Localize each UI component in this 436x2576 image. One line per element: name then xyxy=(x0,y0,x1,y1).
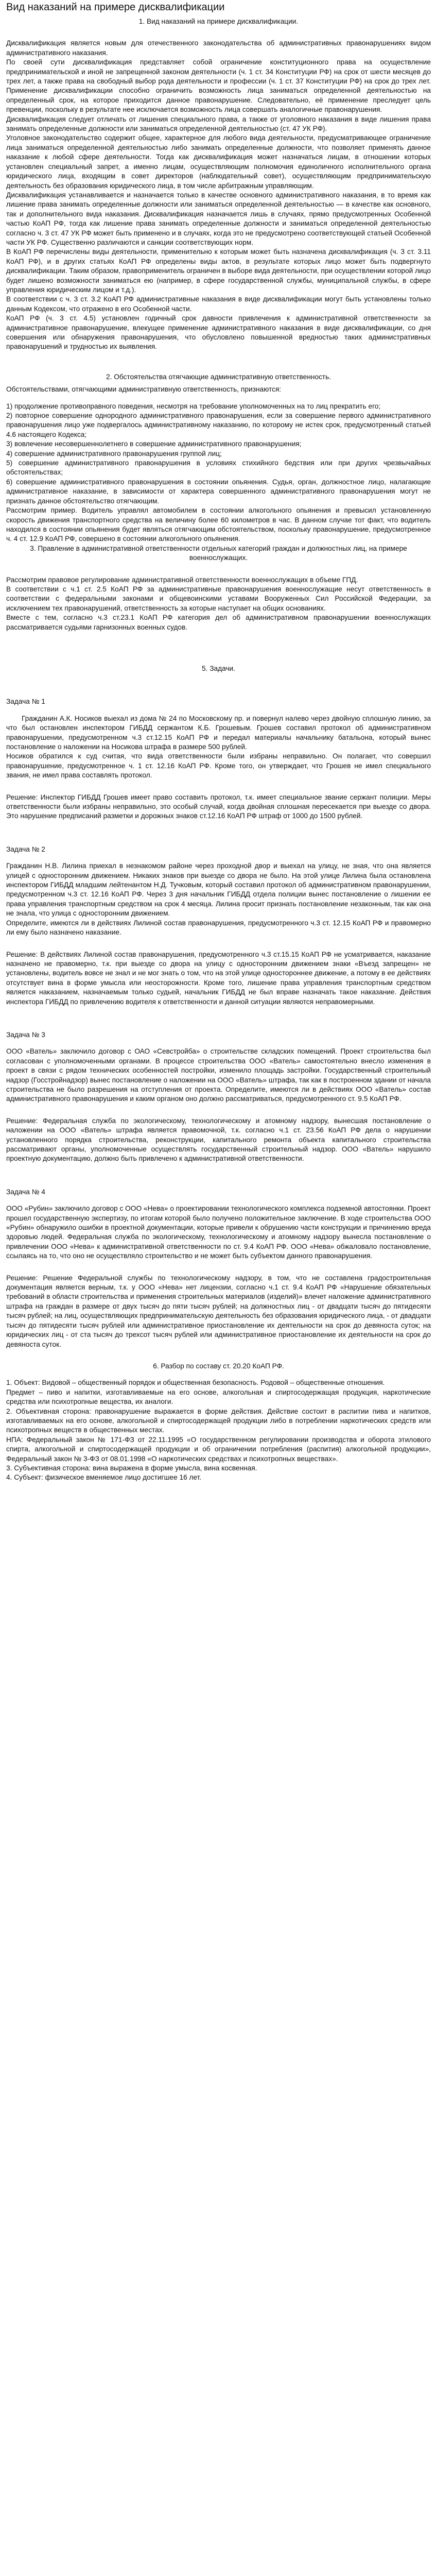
paragraph: Решение: Федеральная служба по экологическому, технологическому и атомному надзору, вынесшая постановление о наложении на ООО «Ватель» штрафа является правомочной, т.к. согласно ч.1 ст. 23.56 КоАП РФ дела о нарушении установленного порядка строительства, реконструкции, капитального ремонта объекта капитального строительства рассматривают органы, уполномоченные осуществлять государственный строительный надзор. ООО «Ватель» нарушило проектную документацию, должно быть привлечено к административной ответственности. xyxy=(6,1116,431,1163)
paragraph: Обстоятельствами, отягчающими административную ответственность, признаются: xyxy=(6,385,282,394)
paragraph: Определите, имеются ли в действиях Лилиной состав правонарушения, предусмотренного ч.3 ст. 12.15 КоАП РФ и правомерно ли ему было назначено наказание. xyxy=(6,919,431,937)
paragraph: Дисквалификация следует отличать от лишения специального права, а также от уголовного наказания в виде лишения права занимать определенные должности или заниматься определенной деятельностью (ст. 47 УК РФ). xyxy=(6,115,431,133)
paragraph: В КоАП РФ перечислены виды деятельности, применительно к которым может быть назначена дисквалификация (ч. 3 ст. 3.11 КоАП РФ), и в других статьях КоАП РФ определены виды актов, в результате которых лицо может быть подвергнуто дисквалификации. Таким образом, правоприменитель ограничен в выборе вида деятельности, при осуществлении которой лицо будет лишено возможности заниматься ею (например, в сфере государственной службы, муниципальной службы, в сфере управления юридическим лицом и т.д.). xyxy=(6,248,431,294)
paragraph: Носиков обратился к суд считая, что вида ответственности были избраны неправильно. Он полагает, что совершил правонарушение, предусмотренное ч. 1 ст. 12.16 КоАП РФ. Кроме того, он утверждает, что Грошев не имел специального звания, не имел права составлять протокол. xyxy=(6,752,431,779)
paragraph: Решение: Инспектор ГИБДД Грошев имеет право составить протокол, т.к. имеет специальное звание сержант полиции. Меры ответственности были избраны неправильно, это особый случай, когда двойная сплошная пересекается при выезде со двора. Это нарушение предписаний разметки и дорожных знаков ст.12.16 КоАП РФ штраф от 1000 до 1500 рублей. xyxy=(6,793,431,820)
task-heading: Задача № 3 xyxy=(6,1030,45,1039)
paragraph: НПА: Федеральный закон № 171-ФЗ от 22.11.1995 «О государственном регулировании производства и оборота этилового спирта, алкогольной и спиртосодержащей продукции и об ограничении потребления (распития) алкогольной продукции», Федеральный закон № 3-ФЗ от 08.01.1998 «О наркотических средствах и психотропных веществах». xyxy=(6,1435,431,1463)
paragraph: 2. Объективная сторона: правонарушение выражается в форме действия. Действие состоит в распитии пива и напитков, изготавливаемых на его основе, алкогольной и спиртосодержащей продукции либо в потреблении наркотических средств или психотропных веществ в общественных местах. xyxy=(6,1407,431,1434)
task-heading: Задача № 4 xyxy=(6,1188,45,1196)
paragraph: Уголовное законодательство содержит общее, характерное для любого вида деятельности, предусматривающее ограничение лица заниматься определенной деятельностью либо занимать определенные должности, что позволяет применять данное наказание к любой сфере деятельности. Тогда как дисквалификация может назначаться лицам, в отношении которых установлен специальный запрет, а именно лицам, осуществляющим полномочия единоличного исполнительного органа юридического лица, входящим в совет директоров (наблюдательный совет), осуществляющим предпринимательскую деятельность без образования юридического лица, в том числе арбитражным управляющим. xyxy=(6,134,431,190)
paragraph: Вместе с тем, согласно ч.3 ст.23.1 КоАП РФ категория дел об административном правонарушении военнослужащих рассматривается судьями гарнизонных военных судов. xyxy=(6,614,431,631)
section-heading: 3. Правление в административной ответственности отдельных категорий граждан и должностных лиц, на примере военнослужащих. xyxy=(30,544,407,562)
page-title: Вид наказаний на примере дисквалификации xyxy=(6,2,225,13)
paragraph: Предмет – пиво и напитки, изготавливаемые на его основе, алкогольная и спиртосодержащая продукция, наркотические средства или психотропные вещества, их аналоги. xyxy=(6,1388,431,1406)
paragraph: Гражданин А.К. Носиков выехал из дома № 24 по Московскому пр. и повернул налево через двойную сплошную линию, за что был остановлен инспектором ГИБДД сержантом К.Б. Грошевым. Грошев составил протокол об административном правонарушении, предусмотренном ч.3 ст.12.15 КоАП РФ и передал материалы начальнику батальона, который вынес постановление о наложении на Носикова штрафа в размере 500 рублей. xyxy=(6,714,431,751)
list-item: 5) совершение административного правонарушения в условиях стихийного бедствия или при других чрезвычайных обстоятельствах; xyxy=(6,459,431,477)
list-item: 6) совершение административного правонарушения в состоянии опьянения. Судья, орган, должностное лицо, налагающие административное наказание, в зависимости от характера совершенного административного правонарушения могут не признать данное обстоятельство отягчающим. xyxy=(6,478,431,505)
paragraph: В соответствии с ч.1 ст. 2.5 КоАП РФ за административные правонарушения военнослужащие несут ответственность в соответствии с федеральными законами и общевоинскими уставами Вооруженных Сил Российской Федерации, за исключением тех правонарушений, ответственность за которые наступает на общих основаниях. xyxy=(6,585,431,612)
paragraph: Гражданин Н.В. Лилина приехал в незнакомом районе через проходной двор и выехал на улицу, не зная, что она является улицей с односторонним движением. Никаких знаков при выезде со двора не было. На этой улице Лилина была остановлена инспектором ГИБДД младшим лейтенантом Н.Д. Тучковым, который составил протокол об административном правонарушении, предусмотренном ч.3 ст. 12.16 КоАП РФ. Через 3 дня начальник ГИБДД отдела полиции вынес постановление о лишении ее права управления транспортным средством на срок 4 месяца. Лилина просит признать постановление незаконным, так как она не знала, что улица с односторонним движением. xyxy=(6,862,431,918)
task-heading: Задача № 1 xyxy=(6,698,45,706)
paragraph: Рассмотрим пример. Водитель управлял автомобилем в состоянии алкогольного опьянения и превысил установленную скорость движения транспортного средства на величину более 60 километров в час. В данном случае тот факт, что водитель находился в состоянии опьянения будет являться отягчающим обстоятельством, поскольку правонарушение, предусмотренное ч. 4 ст. 12.9 КоАП РФ, совершено в состоянии алкогольного опьянения. xyxy=(6,506,431,543)
section-heading: 2. Обстоятельства отягчающие административную ответственность. xyxy=(106,372,332,381)
paragraph: 3. Субъективная сторона: вина выражена в форме умысла, вина косвенная. xyxy=(6,1464,257,1472)
list-item: 4) совершение административного правонарушения группой лиц; xyxy=(6,449,222,457)
paragraph: В соответствии с ч. 3 ст. 3.2 КоАП РФ административные наказания в виде дисквалификации могут быть установлены только данным Кодексом, что отражено в его Особенной части. xyxy=(6,295,431,313)
paragraph: КоАП РФ (ч. 3 ст. 4.5) установлен годичный срок давности привлечения к административной ответственности за административное правонарушение, влекущее применение административного наказания в виде дисквалификации, со дня совершения или обнаружения правонарушения, что обусловлено повышенной вредностью таких административных правонарушений и трудностью их выявления. xyxy=(6,314,431,351)
list-item: 1) продолжение противоправного поведения, несмотря на требование уполномоченных на то лиц прекратить его; xyxy=(6,402,381,410)
section-heading: 6. Разбор по составу ст. 20.20 КоАП РФ. xyxy=(153,1362,284,1370)
paragraph: 4. Субъект: физическое вменяемое лицо достигшее 16 лет. xyxy=(6,1473,202,1482)
list-item: 3) вовлечение несовершеннолетнего в совершение административного правонарушения; xyxy=(6,440,302,448)
paragraph: ООО «Рубин» заключило договор с ООО «Нева» о проектировании технологического комплекса подземной автостоянки. Проект прошел государственную экспертизу, по итогам которой было получено положительное заключение. В ходе строительства ООО «Рубин» обнаружило ошибки в проектной документации, которые привели к обрушению части конструкции и причинению вреда здоровью людей. Федеральная служба по экологическому, технологическому и атомному надзору вынесла постановление о привлечении ООО «Нева» к административной ответственности по ст. 9.4 КоАП РФ. ООО «Нева» обжаловало постановление, ссылаясь на то, что оно не осуществляло строительство и не может быть субъектом данного правонарушения. xyxy=(6,1205,431,1260)
section-heading: 1. Вид наказаний на примере дисквалификации. xyxy=(138,18,299,25)
paragraph: Решение: В действиях Лилиной состав правонарушения, предусмотренного ч.3 ст.15.15 КоАП РФ не усматривается, наказание назначено не правомерно, т.к. при выезде со двора на улицу с односторонним движением знаки «Въезд запрещен» не установлены, водитель вовсе не знал и не мог знать о том, что на этой улице одностороннее движение, а потому в ее действиях отсутствует вина в форме умысла или неосторожности. Кроме того, лишение права управления транспортным средством является наказанием, назначаемым только судьей, начальник ГИБДД не был вправе назначать такое наказание. Действия инспектора ГИБДД по привлечению водителя к ответственности и данной ситуации являются неправомерными. xyxy=(6,950,431,1006)
paragraph: Дисквалификация устанавливается и назначается только в качестве основного административного наказания, в то время как лишение права занимать определенные должности или заниматься определенной деятельностью — в качестве как основного, так и дополнительного вида наказания. Дисквалификация назначается лишь в случаях, прямо предусмотренных Особенной частью КоАП РФ, тогда как лишение права занимать определенные должности и заниматься определенной деятельностью согласно ч. 3 ст. 47 УК РФ может быть применено и в случаях, когда это не предусмотрено соответствующей статьей Особенной части УК РФ. Существенно различаются и санкции соответствующих норм. xyxy=(6,191,431,246)
paragraph: Решение: Решение Федеральной службы по технологическому надзору, в том, что не составлена градостроительная документация является верным, т.к. у ООО «Нева» нет лицензии, согласно ч.1 ст. 9.4 КоАП РФ «Нарушение обязательных требований в области строительства и применения строительных материалов (изделий)» влечет наложение административного штрафа на граждан в размере от двух тысяч до пяти тысяч рублей; на должностных лиц - от двадцати тысяч до пятидесяти тысяч рублей; на лиц, осуществляющих предпринимательскую деятельность без образования юридического лица, - от двадцати тысяч до пятидесяти тысяч рублей или административное приостановление их деятельности на срок до девяноста суток; на юридических лиц - от ста тысяч до трехсот тысяч рублей или административное приостановление их деятельности на срок до девяноста суток. xyxy=(6,1274,431,1348)
paragraph: По своей сути дисквалификация представляет собой ограничение конституционного права на осуществление предпринимательской и иной не запрещенной законом деятельности (ч. 1 ст. 34 Конституции РФ) на срок от шести месяцев до трех лет, а также права на свободный выбор рода деятельности и профессии (ч. 1 ст. 37 Конституции РФ) на срок до трех лет. Применение дисквалификации способно ограничить возможность лица заниматься определенной деятельностью на определенный срок, на которое приходится данное правонарушение. Следовательно, её применение преследует цель превенции, поскольку в результате нее исключается возможность лица совершать аналогичные правонарушения. xyxy=(6,58,431,114)
paragraph: Дисквалификация является новым для отечественного законодательства об административных правонарушениях видом административного наказания. xyxy=(6,39,431,57)
task-heading: Задача № 2 xyxy=(6,845,45,853)
list-item: 2) повторное совершение однородного административного правонарушения, если за совершение первого административного правонарушения лицо уже подвергалось административному наказанию, по которому не истек срок, предусмотренный статьей 4.6 настоящего Кодекса; xyxy=(6,412,431,438)
section-heading: 5. Задачи. xyxy=(202,664,235,672)
paragraph: 1. Объект: Видовой – общественный порядок и общественная безопасность. Родовой – общественные отношения. xyxy=(6,1379,385,1387)
document-body xyxy=(6,17,431,1483)
paragraph: ООО «Ватель» заключило договор с ОАО «Севстройба» о строительстве складских помещений. Проект строительства был согласован с уполномоченными органами. В процессе строительства ООО «Ватель» самостоятельно внесло изменения в проект в связи с рядом технических особенностей постройки, изменило площадь застройки. Государственный строительный надзор (Госстройнадзор) вынес постановление о наложении на ООО «Ватель» штрафа, так как в построенном здании от начала строительства не было разрешения на отступления от проекта. Определите, имеются ли в действиях ООО «Ватель» состав административного правонарушения и каким органом оно должно рассматриваться, предусмотренного ст. 9.5 КоАП РФ. xyxy=(6,1047,431,1103)
paragraph: Рассмотрим правовое регулирование административной ответственности военнослужащих в объеме ГПД. xyxy=(6,575,358,584)
